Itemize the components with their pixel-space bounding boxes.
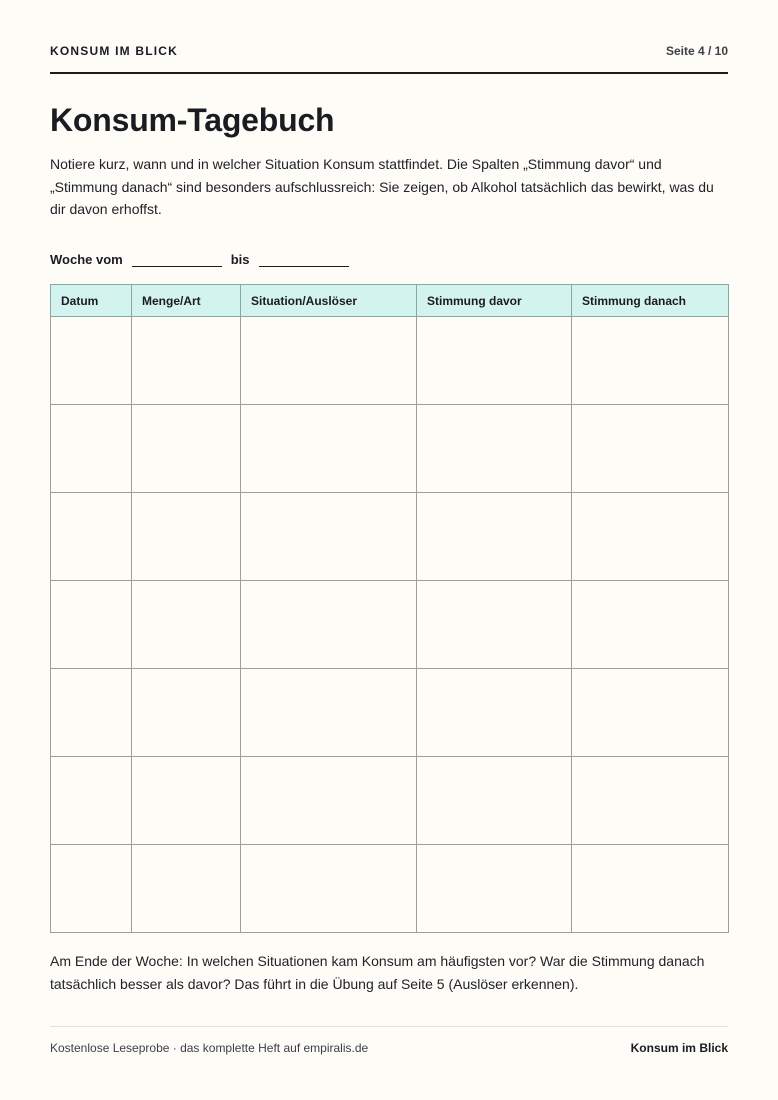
intro-text: Notiere kurz, wann und in welcher Situation Konsum stattfindet. Die Spalten „Stimmung davor“ und „Stimmung danach“ sind besonders aufschlussreich: Sie zeigen, ob Alkohol tatsächlich das bewirkt, was du dir davon erhoffst. [50,156,714,217]
table-row [51,317,729,405]
table-cell[interactable] [572,493,729,581]
week-from-label: Woche vom [50,252,123,267]
table-cell[interactable] [132,845,241,933]
table-cell[interactable] [572,317,729,405]
week-to-label: bis [230,252,250,267]
table-body [51,317,729,933]
table-cell[interactable] [572,757,729,845]
table-cell[interactable] [132,757,241,845]
table-header-row [51,285,729,317]
table-row [51,669,729,757]
column-header: Datum [51,285,132,317]
column-header: Menge/Art [132,285,241,317]
table-row [51,581,729,669]
page-header [50,44,728,74]
table-cell[interactable] [417,317,572,405]
table-cell[interactable] [241,669,417,757]
table-cell[interactable] [132,581,241,669]
footer-title: Konsum im Blick [630,1041,728,1055]
table-cell[interactable] [241,757,417,845]
table-cell[interactable] [51,845,132,933]
table-cell[interactable] [132,493,241,581]
column-header: Stimmung danach [572,285,729,317]
table-cell[interactable] [132,669,241,757]
column-header: Situation/Auslöser [241,285,417,317]
table-cell[interactable] [51,757,132,845]
table-cell[interactable] [417,845,572,933]
outro-text: Am Ende der Woche: In welchen Situationen kam Konsum am häufigsten vor? War die Stimmung danach tatsächlich besser als davor? Das führt in die Übung auf Seite 5 (Auslöser erkennen). [50,953,705,992]
table-header [51,285,729,317]
table-cell[interactable] [417,493,572,581]
table-row [51,757,729,845]
table-cell[interactable] [572,405,729,493]
table-cell[interactable] [417,669,572,757]
table-cell[interactable] [572,845,729,933]
week-from-field[interactable] [132,255,222,267]
table-cell[interactable] [51,405,132,493]
table-cell[interactable] [241,317,417,405]
table-cell[interactable] [51,581,132,669]
table-cell[interactable] [51,669,132,757]
table-cell[interactable] [51,317,132,405]
page-title: Konsum-Tagebuch [50,102,335,138]
footer-note: Kostenlose Leseprobe · das komplette Heft auf empiralis.de [50,1041,369,1055]
table-cell[interactable] [241,493,417,581]
table-row [51,845,729,933]
table-cell[interactable] [132,317,241,405]
table-cell[interactable] [241,845,417,933]
page-number: Seite 4 / 10 [665,44,728,58]
consumption-log-table [50,284,729,933]
table-cell[interactable] [572,669,729,757]
table-cell[interactable] [417,581,572,669]
table-cell[interactable] [417,405,572,493]
table-cell[interactable] [241,581,417,669]
week-range [50,252,349,268]
table-cell[interactable] [241,405,417,493]
week-to-field[interactable] [259,255,349,267]
table-cell[interactable] [417,757,572,845]
table-row [51,405,729,493]
table-cell[interactable] [572,581,729,669]
page-footer [50,1026,728,1067]
worksheet-page [50,0,728,1100]
table-cell[interactable] [132,405,241,493]
brand-label: KONSUM IM BLICK [50,44,178,58]
column-header: Stimmung davor [417,285,572,317]
table-cell[interactable] [51,493,132,581]
table-row [51,493,729,581]
